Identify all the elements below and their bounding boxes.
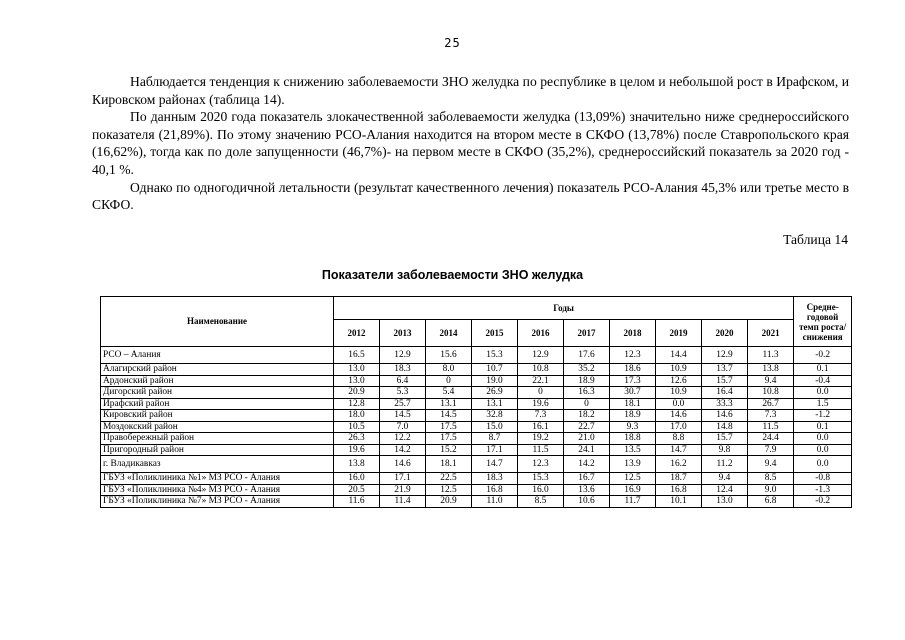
row-name-cell: г. Владикавказ — [101, 456, 334, 473]
table-row — [101, 421, 852, 433]
value-cell: 19.6 — [518, 398, 564, 410]
table-row — [101, 473, 852, 485]
value-cell: 21.0 — [564, 433, 610, 445]
value-cell: 16.4 — [702, 387, 748, 399]
value-cell: 12.6 — [656, 375, 702, 387]
value-cell: 16.1 — [518, 421, 564, 433]
value-cell: 13.0 — [702, 496, 748, 508]
row-name-cell: Ирафский район — [101, 398, 334, 410]
value-cell: 13.8 — [748, 364, 794, 376]
name-column-header: Наименование — [101, 297, 334, 347]
value-cell: 11.5 — [748, 421, 794, 433]
value-cell: 14.5 — [380, 410, 426, 422]
value-cell: 12.8 — [334, 398, 380, 410]
value-cell: 11.5 — [518, 444, 564, 456]
value-cell: 22.1 — [518, 375, 564, 387]
value-cell: 16.5 — [334, 347, 380, 364]
row-name-cell: ГБУЗ «Поликлиника №4» МЗ РСО - Алания — [101, 484, 334, 496]
value-cell: 12.5 — [426, 484, 472, 496]
value-cell: 13.6 — [564, 484, 610, 496]
value-cell: 16.3 — [564, 387, 610, 399]
value-cell: 18.1 — [610, 398, 656, 410]
value-cell: 8.0 — [426, 364, 472, 376]
body-text — [92, 73, 849, 214]
value-cell: 9.4 — [748, 375, 794, 387]
value-cell: 15.0 — [472, 421, 518, 433]
value-cell: 17.3 — [610, 375, 656, 387]
year-column-header: 2019 — [656, 320, 702, 347]
value-cell: 22.7 — [564, 421, 610, 433]
value-cell: 15.7 — [702, 433, 748, 445]
avg-rate-cell: -0.4 — [794, 375, 852, 387]
value-cell: 17.0 — [656, 421, 702, 433]
value-cell: 14.8 — [702, 421, 748, 433]
year-column-header: 2013 — [380, 320, 426, 347]
incidence-table — [100, 296, 852, 508]
value-cell: 17.1 — [380, 473, 426, 485]
value-cell: 15.7 — [702, 375, 748, 387]
value-cell: 11.7 — [610, 496, 656, 508]
row-name-cell: ГБУЗ «Поликлиника №7» МЗ РСО - Алания — [101, 496, 334, 508]
value-cell: 33.3 — [702, 398, 748, 410]
value-cell: 14.6 — [380, 456, 426, 473]
value-cell: 9.3 — [610, 421, 656, 433]
value-cell: 8.8 — [656, 433, 702, 445]
avg-rate-cell: 0.1 — [794, 364, 852, 376]
value-cell: 10.9 — [656, 364, 702, 376]
value-cell: 11.4 — [380, 496, 426, 508]
value-cell: 10.5 — [334, 421, 380, 433]
value-cell: 18.3 — [472, 473, 518, 485]
value-cell: 12.9 — [518, 347, 564, 364]
avg-rate-column-header: Средне-годовой темп роста/ снижения — [794, 297, 852, 347]
value-cell: 15.3 — [518, 473, 564, 485]
value-cell: 13.1 — [472, 398, 518, 410]
table-row — [101, 398, 852, 410]
value-cell: 16.2 — [656, 456, 702, 473]
value-cell: 13.0 — [334, 375, 380, 387]
row-name-cell: Дигорский район — [101, 387, 334, 399]
value-cell: 16.7 — [564, 473, 610, 485]
value-cell: 18.7 — [656, 473, 702, 485]
value-cell: 18.1 — [426, 456, 472, 473]
value-cell: 11.3 — [748, 347, 794, 364]
value-cell: 20.9 — [426, 496, 472, 508]
paragraph: По данным 2020 года показатель злокачественной заболеваемости желудка (13,09%) значительно ниже среднероссийского показателя (21,89%). По этому значению РСО-Алания находится на втором месте в СКФО (13,78%) после Ставропольского края (16,62%), тогда как по доле запущенности (46,7%)- на первом месте в СКФО (35,2%), среднероссийский показатель за 2020 год - 40,1 %. — [92, 109, 849, 177]
table-row — [101, 433, 852, 445]
value-cell: 11.2 — [702, 456, 748, 473]
value-cell: 7.3 — [518, 410, 564, 422]
value-cell: 6.4 — [380, 375, 426, 387]
value-cell: 5.3 — [380, 387, 426, 399]
years-group-header: Годы — [334, 297, 794, 320]
value-cell: 9.8 — [702, 444, 748, 456]
table-row — [101, 444, 852, 456]
year-column-header: 2020 — [702, 320, 748, 347]
row-name-cell: Правобережный район — [101, 433, 334, 445]
value-cell: 14.6 — [656, 410, 702, 422]
row-name-cell: ГБУЗ «Поликлиника №1» МЗ РСО - Алания — [101, 473, 334, 485]
value-cell: 10.1 — [656, 496, 702, 508]
value-cell: 12.2 — [380, 433, 426, 445]
value-cell: 13.7 — [702, 364, 748, 376]
value-cell: 19.2 — [518, 433, 564, 445]
avg-rate-cell: -0.2 — [794, 347, 852, 364]
value-cell: 26.9 — [472, 387, 518, 399]
value-cell: 6.8 — [748, 496, 794, 508]
value-cell: 8.5 — [748, 473, 794, 485]
value-cell: 14.7 — [472, 456, 518, 473]
value-cell: 11.6 — [334, 496, 380, 508]
value-cell: 15.2 — [426, 444, 472, 456]
value-cell: 10.6 — [564, 496, 610, 508]
avg-rate-cell: -0.2 — [794, 496, 852, 508]
value-cell: 10.8 — [748, 387, 794, 399]
value-cell: 16.8 — [656, 484, 702, 496]
value-cell: 10.7 — [472, 364, 518, 376]
year-column-header: 2014 — [426, 320, 472, 347]
value-cell: 18.0 — [334, 410, 380, 422]
row-name-cell: Пригородный район — [101, 444, 334, 456]
value-cell: 17.5 — [426, 433, 472, 445]
avg-rate-cell: -1.2 — [794, 410, 852, 422]
row-name-cell: РСО – Алания — [101, 347, 334, 364]
value-cell: 9.4 — [748, 456, 794, 473]
year-column-header: 2018 — [610, 320, 656, 347]
value-cell: 10.8 — [518, 364, 564, 376]
value-cell: 14.6 — [702, 410, 748, 422]
value-cell: 0.0 — [656, 398, 702, 410]
value-cell: 13.5 — [610, 444, 656, 456]
value-cell: 17.5 — [426, 421, 472, 433]
value-cell: 20.9 — [334, 387, 380, 399]
value-cell: 19.6 — [334, 444, 380, 456]
value-cell: 17.6 — [564, 347, 610, 364]
value-cell: 16.0 — [518, 484, 564, 496]
avg-rate-cell: 0.0 — [794, 444, 852, 456]
paragraph: Наблюдается тенденция к снижению заболеваемости ЗНО желудка по республике в целом и небольшой рост в Ирафском, и Кировском районах (таблица 14). — [92, 74, 849, 107]
page-number: 25 — [444, 36, 461, 50]
avg-rate-cell: 0.1 — [794, 421, 852, 433]
table-row — [101, 387, 852, 399]
value-cell: 14.2 — [564, 456, 610, 473]
value-cell: 18.9 — [610, 410, 656, 422]
value-cell: 12.9 — [380, 347, 426, 364]
value-cell: 13.1 — [426, 398, 472, 410]
value-cell: 26.7 — [748, 398, 794, 410]
value-cell: 26.3 — [334, 433, 380, 445]
table-row — [101, 484, 852, 496]
value-cell: 14.7 — [656, 444, 702, 456]
avg-rate-cell: 0.0 — [794, 456, 852, 473]
table-row — [101, 410, 852, 422]
row-name-cell: Ардонский район — [101, 375, 334, 387]
avg-rate-cell: 0.0 — [794, 433, 852, 445]
value-cell: 25.7 — [380, 398, 426, 410]
value-cell: 18.9 — [564, 375, 610, 387]
table-caption: Таблица 14 — [783, 232, 848, 247]
avg-rate-cell: 1.5 — [794, 398, 852, 410]
value-cell: 13.9 — [610, 456, 656, 473]
value-cell: 14.5 — [426, 410, 472, 422]
value-cell: 21.9 — [380, 484, 426, 496]
value-cell: 7.0 — [380, 421, 426, 433]
value-cell: 35.2 — [564, 364, 610, 376]
value-cell: 12.4 — [702, 484, 748, 496]
value-cell: 20.5 — [334, 484, 380, 496]
value-cell: 14.2 — [380, 444, 426, 456]
value-cell: 0 — [426, 375, 472, 387]
value-cell: 0 — [518, 387, 564, 399]
value-cell: 11.0 — [472, 496, 518, 508]
row-name-cell: Алагирский район — [101, 364, 334, 376]
value-cell: 5.4 — [426, 387, 472, 399]
year-column-header: 2016 — [518, 320, 564, 347]
value-cell: 24.1 — [564, 444, 610, 456]
value-cell: 14.4 — [656, 347, 702, 364]
value-cell: 18.3 — [380, 364, 426, 376]
value-cell: 12.3 — [610, 347, 656, 364]
year-column-header: 2015 — [472, 320, 518, 347]
year-column-header: 2017 — [564, 320, 610, 347]
value-cell: 16.8 — [472, 484, 518, 496]
value-cell: 32.8 — [472, 410, 518, 422]
value-cell: 18.8 — [610, 433, 656, 445]
value-cell: 16.9 — [610, 484, 656, 496]
value-cell: 19.0 — [472, 375, 518, 387]
avg-rate-cell: -0.8 — [794, 473, 852, 485]
table-row — [101, 375, 852, 387]
value-cell: 13.0 — [334, 364, 380, 376]
value-cell: 7.3 — [748, 410, 794, 422]
paragraph: Однако по одногодичной летальности (результат качественного лечения) показатель РСО-Алания 45,3% или третье место в СКФО. — [92, 179, 849, 213]
value-cell: 10.9 — [656, 387, 702, 399]
value-cell: 22.5 — [426, 473, 472, 485]
value-cell: 13.8 — [334, 456, 380, 473]
value-cell: 18.6 — [610, 364, 656, 376]
value-cell: 9.0 — [748, 484, 794, 496]
row-name-cell: Моздокский район — [101, 421, 334, 433]
value-cell: 12.3 — [518, 456, 564, 473]
value-cell: 8.5 — [518, 496, 564, 508]
value-cell: 12.9 — [702, 347, 748, 364]
table-row — [101, 347, 852, 364]
year-column-header: 2012 — [334, 320, 380, 347]
value-cell: 9.4 — [702, 473, 748, 485]
avg-rate-cell: -1.3 — [794, 484, 852, 496]
value-cell: 18.2 — [564, 410, 610, 422]
value-cell: 30.7 — [610, 387, 656, 399]
table-row — [101, 456, 852, 473]
value-cell: 7.9 — [748, 444, 794, 456]
value-cell: 15.3 — [472, 347, 518, 364]
year-column-header: 2021 — [748, 320, 794, 347]
value-cell: 8.7 — [472, 433, 518, 445]
table-row — [101, 496, 852, 508]
row-name-cell: Кировский район — [101, 410, 334, 422]
value-cell: 24.4 — [748, 433, 794, 445]
table-title: Показатели заболеваемости ЗНО желудка — [321, 268, 584, 282]
value-cell: 17.1 — [472, 444, 518, 456]
avg-rate-cell: 0.0 — [794, 387, 852, 399]
value-cell: 0 — [564, 398, 610, 410]
table-row — [101, 364, 852, 376]
value-cell: 15.6 — [426, 347, 472, 364]
value-cell: 12.5 — [610, 473, 656, 485]
value-cell: 16.0 — [334, 473, 380, 485]
